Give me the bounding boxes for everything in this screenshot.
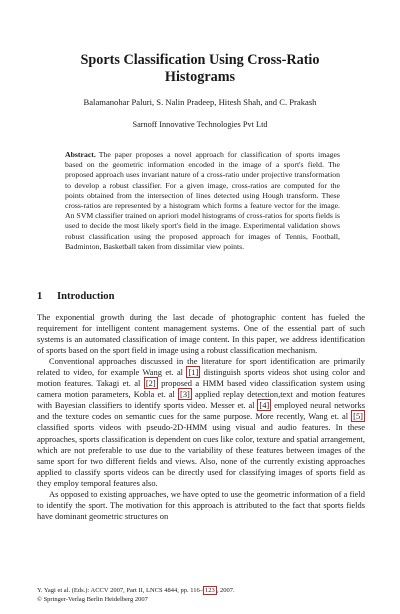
- citation-link-2[interactable]: [2]: [145, 378, 156, 389]
- footer-citation-text: Y. Yagi et al. (Eds.): ACCV 2007, Part II, LNCS 4844, pp. 116–: [37, 587, 203, 594]
- footer-year: , 2007.: [216, 587, 235, 594]
- citation-link-1[interactable]: [1]: [188, 367, 199, 378]
- p2-text-3: proposed a HMM based video classification system using camera motion parameters, Kobla et. al: [37, 378, 365, 400]
- footer-citation: [37, 586, 367, 595]
- p2-text-2: distinguish sports videos shot using color and motion features. Takagi et. al: [37, 367, 366, 389]
- citation-link-5[interactable]: [5]: [353, 411, 363, 422]
- abstract-label: Abstract.: [65, 150, 96, 159]
- p2-text-1: Conventional approaches discussed in the literature for sport identification are primarily related to video, for example Wang et. al: [37, 356, 365, 378]
- section-body: [37, 312, 365, 522]
- author-list: Balamanohar Paluri, S. Nalin Pradeep, Hitesh Shah, and C. Prakash: [83, 97, 317, 107]
- abstract: [65, 150, 340, 252]
- paper-title: [40, 52, 360, 86]
- paragraph-2: [37, 356, 365, 489]
- copyright-line: © Springer-Verlag Berlin Heidelberg 2007: [37, 596, 148, 603]
- p2-text-5: employed neural networks and the texture codes on semantic cues for the same purpose. More recently, Wang et. al: [37, 400, 365, 422]
- paragraph-3: As opposed to existing approaches, we have opted to use the geometric information of a field to identify the sport. The motivation for this approach is attributed to the fact that sports fields have dominant geometric structures on: [37, 488, 365, 521]
- section-title: Introduction: [57, 291, 115, 302]
- paragraph-1: The exponential growth during the last decade of photographic content has fueled the requirement for intelligent content management systems. One of the essential part of such systems is an automated classification of image content. In this paper, we address identification of sports based on the sport field in image using a robust classification mechanism.: [37, 312, 365, 356]
- affiliation: Sarnoff Innovative Technologies Pvt Ltd: [132, 120, 268, 129]
- page-range-link[interactable]: 123: [205, 587, 215, 594]
- page-footer: [37, 586, 367, 604]
- section-number: 1: [37, 291, 43, 302]
- title-line-1: Sports Classification Using Cross-Ratio: [80, 52, 320, 68]
- citation-link-3[interactable]: [3]: [180, 389, 190, 400]
- section-heading: [37, 290, 367, 303]
- p2-text-6: classified sports videos with pseudo-2D-HMM using visual and audio features. In these approaches, sports classification is dependent on cues like color, texture and spatial arrangement, which are not preferable to use due to the variability of these features between images of the same sport for two different fields and views. Also, none of the currently existing approaches applied to classify sports videos can be directly used for classifying images of sports field as they employ temporal features also.: [37, 422, 365, 488]
- p2-text-4: applied replay detection,text and motion features with Bayesian classifiers to identify sports video. Messer et. al: [37, 389, 365, 411]
- citation-link-4[interactable]: [4]: [259, 400, 270, 411]
- title-line-2: Histograms: [164, 69, 236, 85]
- abstract-text: The paper proposes a novel approach for classification of sports images based on the geometric information encoded in the image of a sport's field. The proposed approach uses invariant nature of a cross-ratio under projective transformation to develop a robust classifier. For a given image, cross-ratios are computed for the points obtained from the intersection of lines detected using Hough transform. These cross-ratios are represented by a histogram which forms a feature vector for the image. An SVM classifier trained on apriori model histograms of cross-ratios for sports fields is used to decide the most likely sport's field in the image. Experimental validation shows robust classification using the proposed approach for images of Tennis, Football, Badminton, Basketball taken from dissimilar view points.: [65, 150, 340, 251]
